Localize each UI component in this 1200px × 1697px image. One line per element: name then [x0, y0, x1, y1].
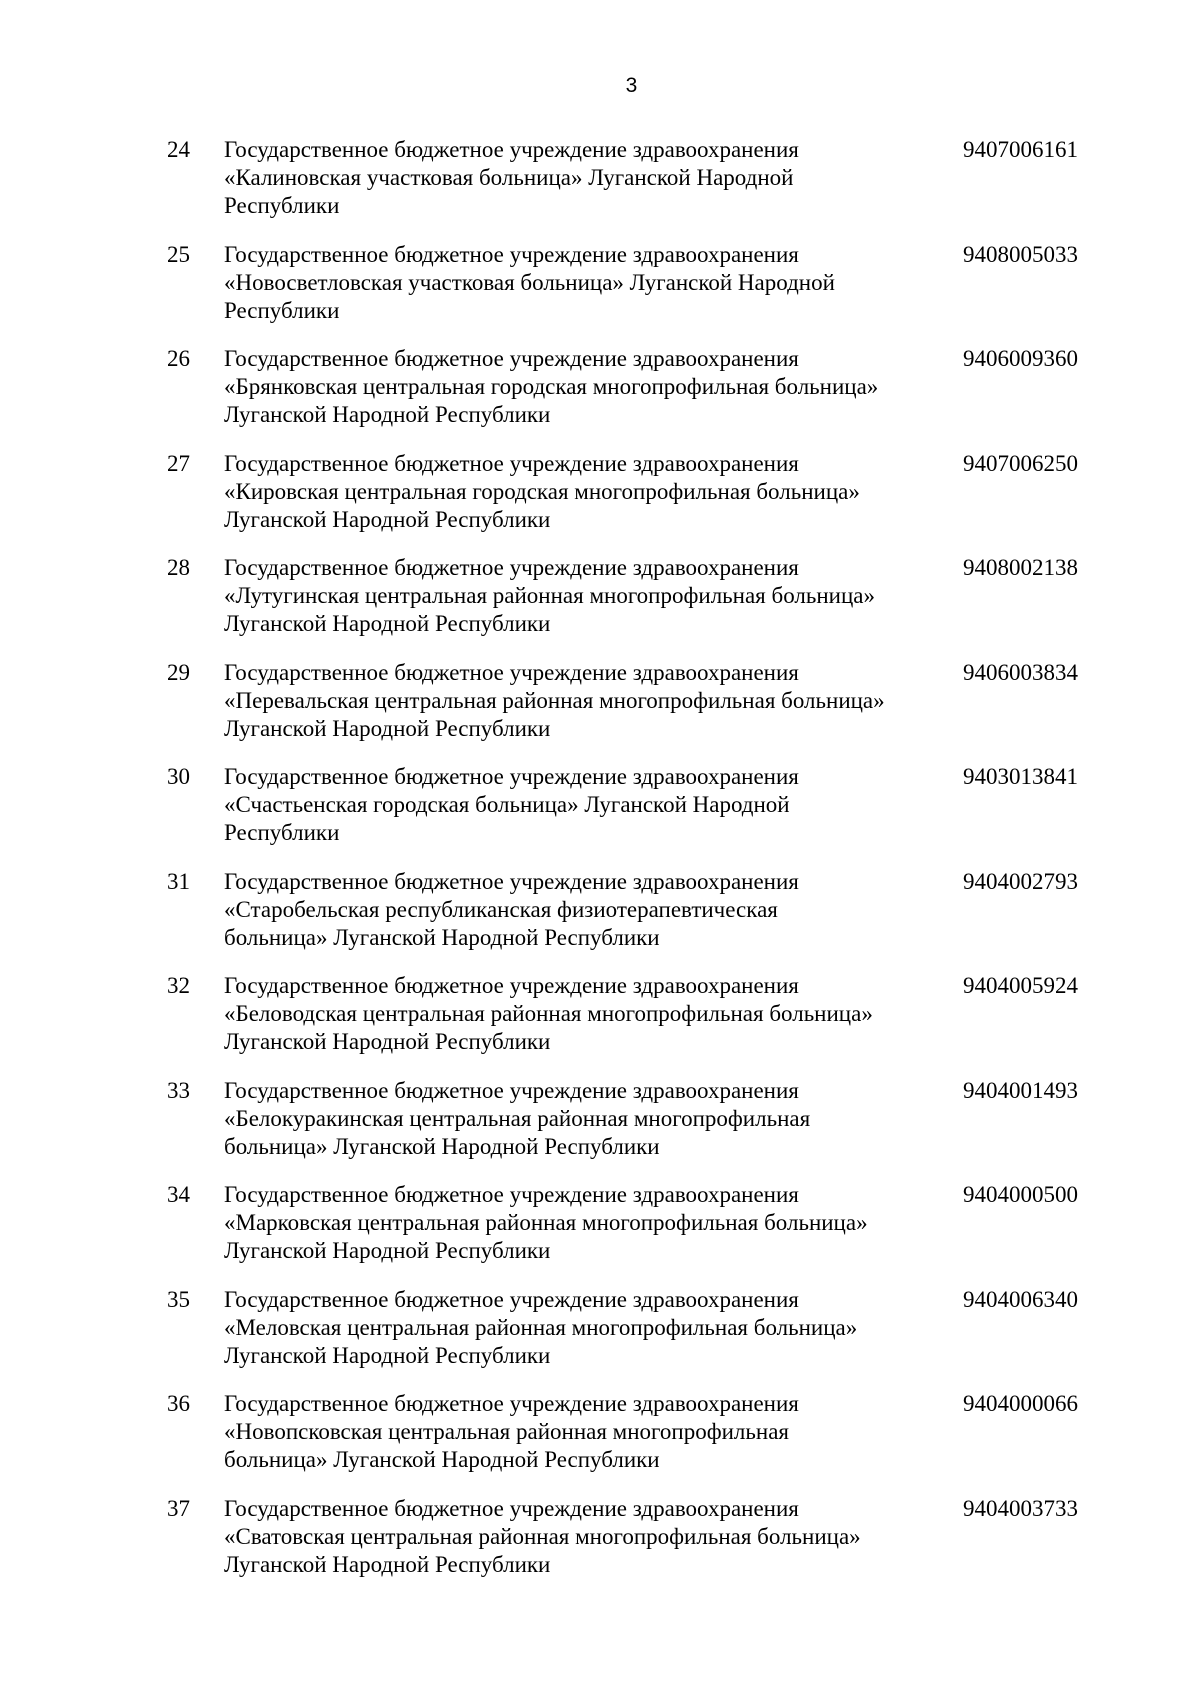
institution-name: [224, 450, 924, 534]
institution-inn: 9407006161: [963, 137, 1078, 162]
institution-name-line: «Калиновская участковая больница» Луганской Народной: [224, 165, 794, 190]
row-number: 34: [167, 1182, 190, 1207]
institution-name-line: Государственное бюджетное учреждение здравоохранения: [224, 764, 799, 789]
row-number: 25: [167, 241, 190, 267]
institution-inn: 9404000500: [963, 1182, 1078, 1207]
list-item: [0, 1390, 1200, 1495]
institution-name-line: Государственное бюджетное учреждение здравоохранения: [224, 1286, 799, 1312]
institution-name-line: Государственное бюджетное учреждение здравоохранения: [224, 659, 799, 685]
institution-name-line: «Перевальская центральная районная многопрофильная больница»: [224, 687, 885, 713]
institution-name-line: Государственное бюджетное учреждение здравоохранения: [224, 346, 799, 371]
institution-name-line: Республики: [224, 193, 340, 218]
row-number: 28: [167, 555, 190, 580]
list-item: [0, 763, 1200, 868]
row-number: 24: [167, 137, 190, 162]
list-item: [0, 1077, 1200, 1182]
institution-name-line: «Старобельская республиканская физиотерапевтическая: [224, 896, 778, 922]
institution-inn: 9406009360: [963, 346, 1078, 371]
institution-name-line: Луганской Народной Республики: [224, 1551, 551, 1577]
institution-inn: 9404000066: [963, 1391, 1078, 1416]
institution-name: [224, 763, 924, 847]
list-item: [0, 1286, 1200, 1391]
row-number: 33: [167, 1077, 190, 1103]
row-number: 29: [167, 659, 190, 685]
institution-name-line: Луганской Народной Республики: [224, 1342, 551, 1368]
list-item: [0, 659, 1200, 764]
institution-name: [224, 554, 924, 638]
institution-name-line: Луганской Народной Республики: [224, 611, 551, 636]
list-item: [0, 554, 1200, 659]
institution-name-line: «Кировская центральная городская многопрофильная больница»: [224, 478, 860, 504]
institution-name-line: «Беловодская центральная районная многопрофильная больница»: [224, 1001, 873, 1026]
institution-name: [224, 1390, 924, 1474]
institution-name-line: Луганской Народной Республики: [224, 1238, 551, 1263]
institution-name-line: Государственное бюджетное учреждение здравоохранения: [224, 450, 799, 476]
row-number: 37: [167, 1495, 190, 1521]
institution-inn: 9403013841: [963, 764, 1078, 789]
institution-name-line: Луганской Народной Республики: [224, 402, 551, 427]
institution-name-line: Республики: [224, 297, 340, 323]
institution-inn: 9404003733: [963, 1495, 1078, 1521]
institution-name: [224, 1286, 924, 1370]
row-number: 27: [167, 450, 190, 476]
institution-inn: 9404002793: [963, 868, 1078, 894]
institution-name-line: «Белокуракинская центральная районная многопрофильная: [224, 1105, 811, 1131]
institution-inn: 9407006250: [963, 450, 1078, 476]
institution-inn: 9408002138: [963, 555, 1078, 580]
institution-name-line: Государственное бюджетное учреждение здравоохранения: [224, 555, 799, 580]
institution-inn: 9404005924: [963, 973, 1078, 998]
row-number: 30: [167, 764, 190, 789]
institution-name-line: больница» Луганской Народной Республики: [224, 1447, 660, 1472]
institution-name-line: Луганской Народной Республики: [224, 1029, 551, 1054]
institution-name: [224, 659, 924, 743]
institution-name-line: «Брянковская центральная городская многопрофильная больница»: [224, 374, 879, 399]
institution-name-line: Луганской Народной Республики: [224, 715, 551, 741]
institution-name-line: «Новосветловская участковая больница» Луганской Народной: [224, 269, 835, 295]
row-number: 36: [167, 1391, 190, 1416]
institution-name-line: «Сватовская центральная районная многопрофильная больница»: [224, 1523, 861, 1549]
list-item: [0, 345, 1200, 450]
institution-name: [224, 868, 924, 952]
institution-name-line: Луганской Народной Республики: [224, 506, 551, 532]
institution-name-line: Государственное бюджетное учреждение здравоохранения: [224, 1182, 799, 1207]
institution-inn: 9408005033: [963, 241, 1078, 267]
list-item: [0, 241, 1200, 346]
institution-name-line: больница» Луганской Народной Республики: [224, 1133, 660, 1159]
institution-name: [224, 1495, 924, 1579]
row-number: 35: [167, 1286, 190, 1312]
row-number: 32: [167, 973, 190, 998]
institution-name-line: Государственное бюджетное учреждение здравоохранения: [224, 973, 799, 998]
list-item: [0, 450, 1200, 555]
institution-inn: 9406003834: [963, 659, 1078, 685]
institution-name-line: «Меловская центральная районная многопрофильная больница»: [224, 1314, 858, 1340]
institution-name: [224, 345, 924, 429]
institution-inn: 9404006340: [963, 1286, 1078, 1312]
institution-name: [224, 1181, 924, 1265]
institution-name: [224, 972, 924, 1056]
institution-name-line: Государственное бюджетное учреждение здравоохранения: [224, 241, 799, 267]
institution-name-line: «Марковская центральная районная многопрофильная больница»: [224, 1210, 868, 1235]
list-item: [0, 136, 1200, 241]
institution-name: [224, 136, 924, 220]
institution-name-line: Республики: [224, 820, 340, 845]
list-item: [0, 1495, 1200, 1600]
institution-name: [224, 1077, 924, 1161]
institution-name-line: Государственное бюджетное учреждение здравоохранения: [224, 1077, 799, 1103]
list-item: [0, 868, 1200, 973]
institution-name-line: Государственное бюджетное учреждение здравоохранения: [224, 1495, 799, 1521]
institution-inn: 9404001493: [963, 1077, 1078, 1103]
row-number: 31: [167, 868, 190, 894]
institution-name-line: Государственное бюджетное учреждение здравоохранения: [224, 868, 799, 894]
institution-name-line: «Новопсковская центральная районная многопрофильная: [224, 1419, 789, 1444]
page-number: 3: [625, 74, 638, 97]
row-number: 26: [167, 346, 190, 371]
institution-name-line: «Счастьенская городская больница» Луганской Народной: [224, 792, 790, 817]
institution-name: [224, 241, 924, 325]
institution-name-line: Государственное бюджетное учреждение здравоохранения: [224, 137, 799, 162]
institution-list: [0, 136, 1200, 1599]
institution-name-line: больница» Луганской Народной Республики: [224, 924, 660, 950]
list-item: [0, 972, 1200, 1077]
list-item: [0, 1181, 1200, 1286]
institution-name-line: «Лутугинская центральная районная многопрофильная больница»: [224, 583, 876, 608]
institution-name-line: Государственное бюджетное учреждение здравоохранения: [224, 1391, 799, 1416]
